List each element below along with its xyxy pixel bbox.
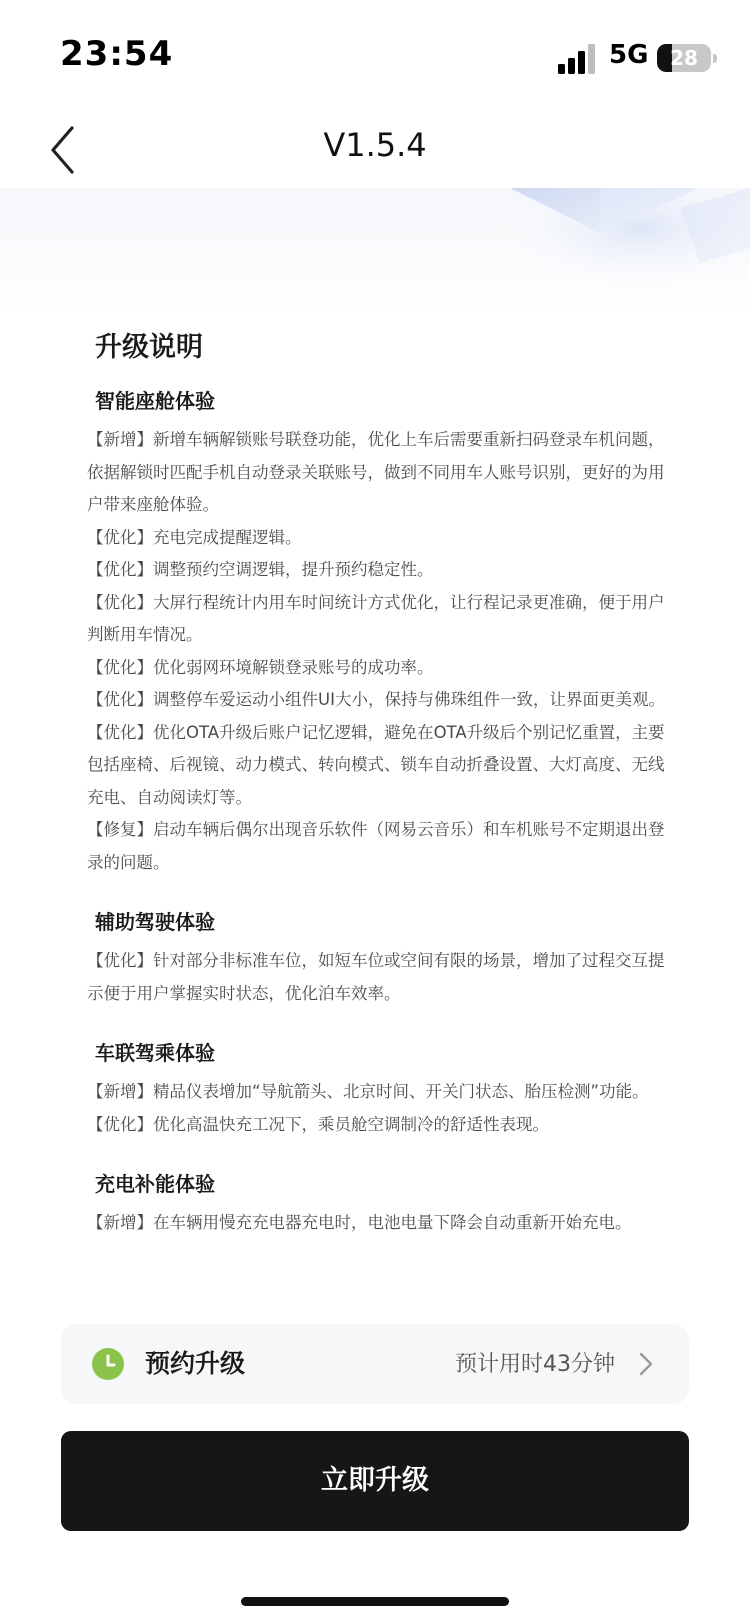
release-group-title: 车联驾乘体验 (95, 1041, 215, 1065)
home-indicator (241, 1597, 509, 1606)
battery-icon (657, 44, 711, 72)
estimated-duration-text: 预计用时43分钟 (455, 1352, 615, 1377)
release-group-title: 辅助驾驶体验 (95, 910, 215, 934)
release-note-item: 【优化】调整停车爱运动小组件UI大小，保持与佛珠组件一致，让界面更美观。 (87, 690, 665, 709)
release-note-item: 【优化】针对部分非标准车位，如短车位或空间有限的场景，增加了过程交互提示便于用户掌握实时状态，优化泊车效率。 (87, 951, 665, 1003)
release-note-item: 【优化】优化OTA升级后账户记忆逻辑，避免在OTA升级后个别记忆重置，主要包括座椅、后视镜、动力模式、转向模式、锁车自动折叠设置、大灯高度、无线充电、自动阅读灯等。 (87, 722, 665, 807)
release-note-item: 【优化】充电完成提醒逻辑。 (87, 527, 302, 547)
release-note-item: 【优化】优化高温快充工况下，乘员舱空调制冷的舒适性表现。 (87, 1114, 549, 1134)
release-group-charging (87, 1169, 665, 1240)
release-note-item: 【修复】启动车辆后偶尔出现音乐软件（网易云音乐）和车机账号不定期退出登录的问题。 (87, 820, 665, 872)
release-group-cockpit (87, 386, 665, 879)
release-group-title: 智能座舱体验 (95, 389, 215, 413)
battery-cap (713, 54, 717, 63)
release-note-list (87, 1207, 665, 1240)
release-notes (87, 328, 665, 1268)
release-group-title: 充电补能体验 (95, 1172, 215, 1196)
page-title: V1.5.4 (323, 126, 427, 164)
release-note-item: 【优化】调整预约空调逻辑，提升预约稳定性。 (87, 560, 434, 579)
release-group-assisted-driving (87, 907, 665, 1010)
schedule-upgrade-row[interactable] (61, 1324, 689, 1404)
release-note-list (87, 1076, 665, 1141)
schedule-upgrade-label: 预约升级 (145, 1349, 246, 1378)
decorative-banner-graphic (0, 188, 750, 318)
nav-bar (0, 110, 750, 190)
clock-icon (92, 1348, 124, 1380)
network-type-label: 5G (609, 40, 649, 70)
release-note-item: 【新增】精品仪表增加“导航箭头、北京时间、开关门状态、胎压检测”功能。 (87, 1082, 649, 1101)
release-note-item: 【优化】大屏行程统计内用车时间统计方式优化，让行程记录更准确，便于用户判断用车情况。 (87, 592, 665, 644)
upgrade-now-button[interactable]: 立即升级 (61, 1431, 689, 1531)
battery-level-text: 28 (670, 46, 698, 70)
release-note-item: 【优化】优化弱网环境解锁登录账号的成功率。 (87, 657, 434, 677)
release-notes-heading: 升级说明 (95, 332, 203, 363)
status-bar (0, 0, 750, 110)
cellular-signal-icon (558, 44, 598, 74)
status-time: 23:54 (60, 34, 174, 74)
chevron-right-icon (639, 1352, 653, 1376)
release-note-list (87, 424, 665, 879)
release-group-connected-ride (87, 1038, 665, 1141)
release-note-item: 【新增】新增车辆解锁账号联登功能，优化上车后需要重新扫码登录车机问题，依据解锁时匹配手机自动登录关联账号，做到不同用车人账号识别，更好的为用户带来座舱体验。 (87, 430, 665, 514)
release-note-list (87, 945, 665, 1010)
release-note-item: 【新增】在车辆用慢充充电器充电时，电池电量下降会自动重新开始充电。 (87, 1213, 632, 1232)
